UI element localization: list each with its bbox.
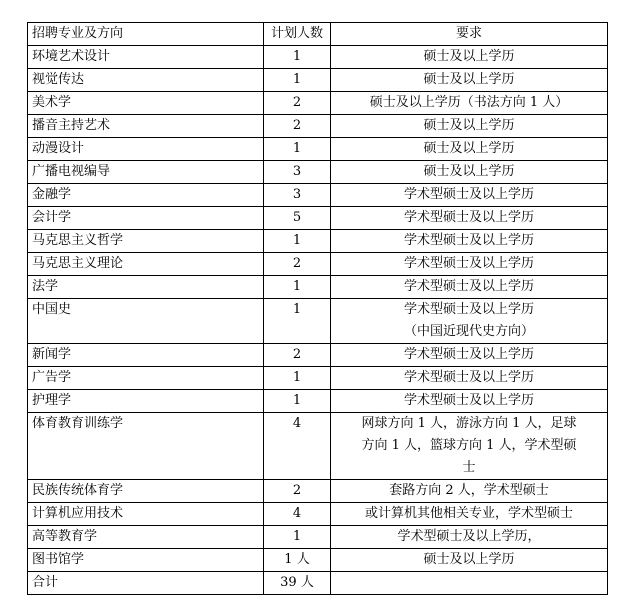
count-cell: 1 <box>264 46 331 69</box>
major-cell: 高等教育学 <box>28 526 264 549</box>
header-count: 计划人数 <box>264 23 331 46</box>
requirement-cell <box>331 115 608 138</box>
count-cell: 2 <box>264 253 331 276</box>
table-row <box>28 184 608 207</box>
table-row <box>28 344 608 367</box>
major-cell: 动漫设计 <box>28 138 264 161</box>
count-cell: 4 <box>264 413 331 480</box>
table-row <box>28 503 608 526</box>
count-cell: 5 <box>264 207 331 230</box>
requirement-line: 学术型硕士及以上学历， <box>397 529 541 544</box>
table-row <box>28 413 608 480</box>
major-cell: 护理学 <box>28 390 264 413</box>
requirement-line: 网球方向 1 人，游泳方向 1 人，足球 <box>361 416 577 431</box>
requirement-line: 学术型硕士及以上学历 <box>403 233 534 248</box>
requirement-cell <box>331 299 608 344</box>
major-cell: 会计学 <box>28 207 264 230</box>
requirement-cell <box>331 253 608 276</box>
count-cell: 1 <box>264 69 331 92</box>
header-major: 招聘专业及方向 <box>28 23 264 46</box>
requirement-cell <box>331 184 608 207</box>
requirement-cell <box>331 572 608 595</box>
requirement-cell <box>331 161 608 184</box>
major-cell: 中国史 <box>28 299 264 344</box>
table-row <box>28 526 608 549</box>
requirement-line: 硕士及以上学历 <box>423 141 515 156</box>
major-cell: 法学 <box>28 276 264 299</box>
major-cell: 新闻学 <box>28 344 264 367</box>
count-cell: 4 <box>264 503 331 526</box>
requirement-line: 硕士及以上学历 <box>423 118 515 133</box>
requirement-cell <box>331 390 608 413</box>
requirement-cell <box>331 69 608 92</box>
requirement-cell <box>331 549 608 572</box>
requirement-cell <box>331 138 608 161</box>
requirement-line: 硕士及以上学历 <box>423 49 515 64</box>
requirement-cell <box>331 367 608 390</box>
requirement-line: 士 <box>462 460 476 475</box>
count-cell: 1 <box>264 299 331 344</box>
table-row <box>28 69 608 92</box>
table-row <box>28 115 608 138</box>
count-cell: 3 <box>264 184 331 207</box>
requirement-line: 学术型硕士及以上学历 <box>403 370 534 385</box>
requirement-line: 学术型硕士及以上学历 <box>403 187 534 202</box>
count-cell: 1 <box>264 526 331 549</box>
major-cell: 播音主持艺术 <box>28 115 264 138</box>
count-cell: 3 <box>264 161 331 184</box>
requirement-line: 学术型硕士及以上学历 <box>403 256 534 271</box>
table-row <box>28 230 608 253</box>
requirement-cell <box>331 92 608 115</box>
recruitment-table <box>27 22 608 595</box>
requirement-line: 硕士及以上学历 <box>423 552 515 567</box>
requirement-line: 学术型硕士及以上学历 <box>403 347 534 362</box>
count-cell: 2 <box>264 115 331 138</box>
major-cell: 计算机应用技术 <box>28 503 264 526</box>
requirement-cell <box>331 207 608 230</box>
table-row <box>28 92 608 115</box>
requirement-cell <box>331 344 608 367</box>
table-row <box>28 276 608 299</box>
count-cell: 1 <box>264 138 331 161</box>
table-header-row <box>28 23 608 46</box>
major-cell: 广告学 <box>28 367 264 390</box>
table-row <box>28 207 608 230</box>
major-cell: 金融学 <box>28 184 264 207</box>
table-row <box>28 480 608 503</box>
requirement-cell <box>331 230 608 253</box>
count-cell: 39 人 <box>264 572 331 595</box>
table-row <box>28 572 608 595</box>
requirement-line: 学术型硕士及以上学历 <box>403 302 534 317</box>
table-body <box>28 23 608 595</box>
major-cell: 美术学 <box>28 92 264 115</box>
header-requirement: 要求 <box>331 23 608 46</box>
requirement-cell <box>331 526 608 549</box>
table-row <box>28 253 608 276</box>
requirement-line <box>335 572 603 594</box>
count-cell: 2 <box>264 92 331 115</box>
major-cell: 环境艺术设计 <box>28 46 264 69</box>
table-row <box>28 138 608 161</box>
count-cell: 1 <box>264 390 331 413</box>
count-cell: 1 <box>264 276 331 299</box>
major-cell: 广播电视编导 <box>28 161 264 184</box>
table-row <box>28 46 608 69</box>
requirement-cell <box>331 480 608 503</box>
count-cell: 1 <box>264 367 331 390</box>
table-row <box>28 161 608 184</box>
major-cell: 马克思主义哲学 <box>28 230 264 253</box>
count-cell: 2 <box>264 344 331 367</box>
requirement-line: 方向 1 人，篮球方向 1 人，学术型硕 <box>361 438 577 453</box>
requirement-line: 或计算机其他相关专业，学术型硕士 <box>364 506 573 521</box>
recruitment-table-container <box>27 22 608 595</box>
table-row <box>28 549 608 572</box>
major-cell: 民族传统体育学 <box>28 480 264 503</box>
requirement-line: 学术型硕士及以上学历 <box>403 279 534 294</box>
major-cell: 体育教育训练学 <box>28 413 264 480</box>
major-cell: 合计 <box>28 572 264 595</box>
requirement-cell <box>331 276 608 299</box>
major-cell: 马克思主义理论 <box>28 253 264 276</box>
count-cell: 1 <box>264 230 331 253</box>
count-cell: 1 人 <box>264 549 331 572</box>
major-cell: 视觉传达 <box>28 69 264 92</box>
table-row <box>28 299 608 344</box>
requirement-line: 学术型硕士及以上学历 <box>403 210 534 225</box>
major-cell: 图书馆学 <box>28 549 264 572</box>
requirement-line: 硕士及以上学历 <box>423 72 515 87</box>
table-row <box>28 390 608 413</box>
requirement-line: 硕士及以上学历 <box>423 164 515 179</box>
count-cell: 2 <box>264 480 331 503</box>
requirement-line: 硕士及以上学历（书法方向 1 人） <box>369 95 569 110</box>
table-row <box>28 367 608 390</box>
requirement-cell <box>331 503 608 526</box>
requirement-cell <box>331 46 608 69</box>
requirement-line: 套路方向 2 人，学术型硕士 <box>389 483 549 498</box>
requirement-line: （中国近现代史方向） <box>403 324 534 339</box>
requirement-line: 学术型硕士及以上学历 <box>403 393 534 408</box>
requirement-cell <box>331 413 608 480</box>
